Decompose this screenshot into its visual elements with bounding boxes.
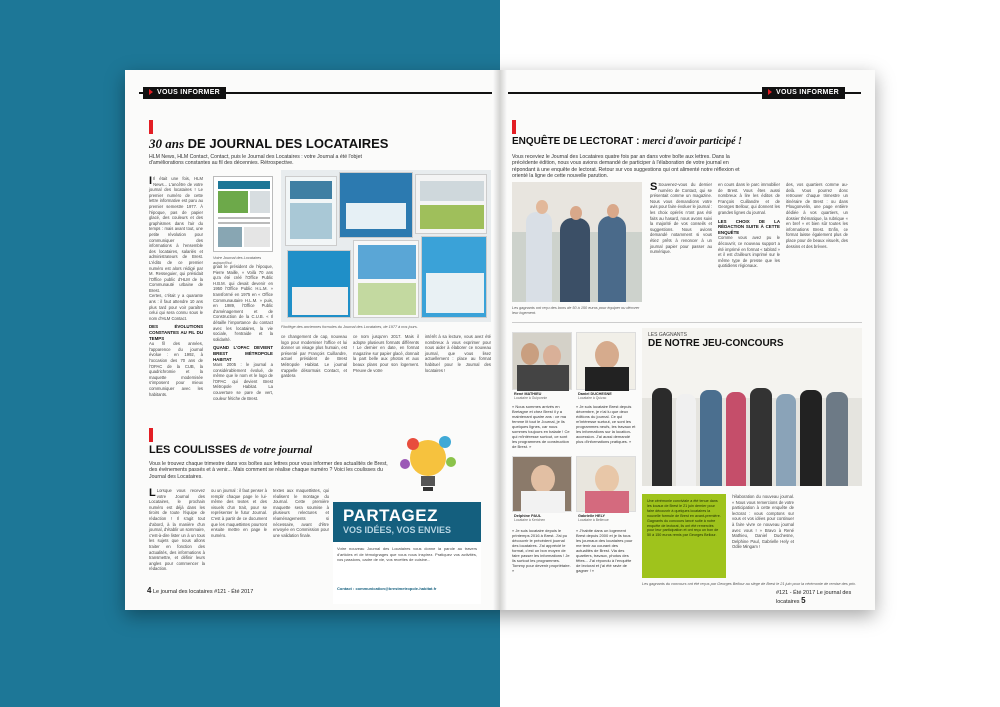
winner-place: Locataire à Guiponnie xyxy=(514,396,548,401)
winner-place: Locataire à Quizac xyxy=(578,396,607,401)
partagez-box xyxy=(333,502,481,604)
article-title xyxy=(512,136,742,147)
column-text: gnait le président de l'époque, Pierre Maille, « Voilà 70 ans qu'a été créé l'Office Public H.B.M. qui devait devenir en 1950 l'Office Public H.L.M. » transformé en 1975 en « Office Communautaire H.L.M. » puis, en 1989, l'Office Public d'aménagement et de Construction de la C.U.B. « Il détaille l'importance du contact avec les locataires, la vie sociale, l'entraide et la solidarité. xyxy=(213,264,273,342)
column-text: Comme vous avez pu le découvrir, ce nouveau support a été imprimé en format « tabloïd » et il est d'ailleurs imprimé sur le même type de presse que les quotidiens régionaux. xyxy=(718,235,780,269)
article-title xyxy=(149,136,388,152)
divider xyxy=(512,322,862,323)
page-number: 4 xyxy=(147,586,152,595)
article-title xyxy=(149,444,312,456)
dropcap: S xyxy=(650,181,658,193)
column-text: Il était une fois, HLM News... L'ancêtre de votre journal des locataires ! Le premier numéro de cette lettre informative est paru au premier semestre 1977. À l'époque, pas de papier glacé, des couleurs et des graphismes dans l'air du temps : mais avant tout, une petite révolution pour communiquer des informations à l'ensemble des locataires, salariés et administrateurs de Brest. L'édito de ce premier numéro est alors rédigé par M. Resseguier, qui présidait l'Office public d'HLM de la Communauté urbaine de Brest. xyxy=(149,176,203,293)
arrow-icon xyxy=(768,89,772,95)
winner-place: Locataire à Kerichen xyxy=(514,518,546,523)
section-tab xyxy=(143,87,226,99)
right-page xyxy=(500,70,875,610)
column-subhead: DES ÉVOLUTIONS CONSTANTES AU FIL DU TEMPS xyxy=(149,324,203,341)
left-page xyxy=(125,70,500,610)
winner-name xyxy=(578,514,609,523)
contest-title: DE NOTRE JEU-CONCOURS xyxy=(648,338,784,349)
article-column-2 xyxy=(213,264,273,401)
contest-column: l'élaboration du nouveau journal. « Nous vous remercions de votre participation à cette enquête de lectorat : vous comptons sur vous et vos idées pour continuer à faire vivre ce nouveau journal avec vous ! » Bravo à René Mathieu, Daniel Duchesne, Delphine Paul, Gabrielle Hely et Odile Mingam ! xyxy=(732,494,794,550)
title-rest: ENQUÊTE DE LECTORAT : xyxy=(512,136,640,147)
column-text: Lorsque vous recevez votre Journal des Locataires, le prochain numéro est déjà dans les tiroirs de toute l'équipe de rédaction ! Il s'agit tout d'abord, à la manière d'un journal, d'établir un sommaire, c'est-à-dire lister un à un tous les sujets que nous allons traiter en fonction des actualités, des informations à transmettre, et définir leurs angles pour commencer la rédaction. xyxy=(149,488,205,572)
arrow-icon xyxy=(149,89,153,95)
winner-photo xyxy=(576,332,636,390)
title-italic: 30 ans xyxy=(149,136,185,151)
partagez-subtitle: VOS IDÉES, VOS ENVIES xyxy=(343,525,452,535)
column-subhead: LES CHOIX DE LA RÉDACTION SUITE À CETTE ENQUÊTE xyxy=(718,218,780,235)
winner-name-text: Gabrielle HELY xyxy=(578,514,606,518)
winner-quote: « Nous sommes arrivés en Bretagne et chez Brest il y a maintenant quatre ans : ce ma femme lit tout le Journal, je lis quelques lignes, car nous sommes toujours en balade ! Ce qui m'intéresse surtout, ce sont les programmes de construction de Brest. » xyxy=(512,404,570,449)
article-column-3: ce changement de cap, nouveau logo pour moderniser l'office et lui donner un visage plus humain, est présenté par François Cuillandre, actuel président de Brest Métropole Habitat. Le journal s'appelle désormais Contact, et gardera xyxy=(281,334,347,379)
ceremony-box: Une cérémonie conviviale a été tenue dans les locaux de Brest le 21 juin dernier pour faire découvrir à quelques locataires la nouvelle formule de Brest en avant-première. Gagnants du concours lancé suite à notre enquête de lectorat, ils ont été remerciés pour leur participation et ont reçu un bon de 50 à 150 euros remis par Georges Bellour. xyxy=(642,494,726,578)
dropcap: I xyxy=(149,175,153,187)
article-intro: HLM News, HLM Contact, Contact, puis le Journal des Locataires : votre Journal a été l'objet d'améliorations constantes au fil des décennies. Rétrospective. xyxy=(149,154,362,167)
winner-photo xyxy=(512,456,572,512)
contest-kicker: LES GAGNANTS xyxy=(648,332,687,338)
article-column-4: ce nom jusqu'en 2017. Mais il adopte plusieurs formats différents ! Le dernier en date, en format magazine sur papier glacé, donnait la part belle aux photos et aux beaux plans pour son logement. Preuve de votre xyxy=(353,334,419,373)
article-column-5: intérêt à sa lecture, vous avez été nombreux à vous exprimer pour nous aider à élaborer ce nouveau journal, que vous lisez actuellement : place au format habituel pour le Journal des locataires ! xyxy=(425,334,491,373)
winner-name-text: Delphine PAUL xyxy=(514,514,542,518)
column-subhead: QUAND L'OPAC DEVIENT BREST MÉTROPOLE HABITAT xyxy=(213,345,273,362)
section-label: VOUS INFORMER xyxy=(776,89,840,96)
page-number: 5 xyxy=(801,596,806,605)
partagez-body: Votre nouveau Journal des Locataires vous donne la parole au travers d'articles et de témoignages que vous nous inspirez. Pratiquez vos activités, vos passions, cadre de vie, vos recettes de cuisine... xyxy=(337,546,477,563)
magazine-collage-image xyxy=(281,170,491,322)
folio-text: Le journal des locataires #121 - Été 2017 xyxy=(152,589,254,595)
winner-quote: « Je suis locataire Brest depuis décembre, je n'ai lu que deux éditions du journal. Ce qui m'intéresse surtout, ce sont les programmes neufs, les travaux et les informations sur la location-accession. J'ai aussi demandé plus d'informations pratiques. » xyxy=(576,404,636,444)
spread-gutter xyxy=(493,70,507,610)
partagez-contact: Contact : communication@brestmetropole-habitat.fr xyxy=(337,586,437,591)
title-italic: de votre journal xyxy=(240,444,313,456)
partagez-title: PARTAGEZ xyxy=(343,506,438,525)
title-italic: merci d'avoir participé ! xyxy=(642,136,742,147)
column-text: Au fil des années, l'apparence du journal évolue : en 1992, à l'occasion des 70 ans de l'OPAC de la CUB, la quadrichromie et la maquette modernisée s'imposent pour mieux communiquer avec les habitants. xyxy=(149,341,203,397)
award-photo xyxy=(512,182,642,302)
title-rest: LES COULISSES xyxy=(149,444,238,456)
group-photo xyxy=(642,328,862,486)
partagez-banner xyxy=(333,502,481,542)
image-caption: Les gagnants du concours ont été reçus par Georges Bellour au siège de Brest le 21 juin pour la cérémonie de remise des prix. xyxy=(642,582,857,586)
image-caption: Votre Journal des Locataires aujourd'hui. xyxy=(213,256,262,265)
winner-quote: « J'habite dans un logement Brest depuis 2000 et je lis tous les journaux des locataires pour me tenir au courant des actualités de Brest. Via des quartiers, travaux, photos des fêtes... J'ai répondu à l'enquête de lectorat et j'ai été ravie de gagner ! » xyxy=(576,528,633,573)
red-marker xyxy=(149,428,153,442)
article-intro: Vous le trouvez chaque trimestre dans vos boîtes aux lettres pour vous informer des actualités de Brest, des événements passés et à venir... Mais comment se réalise chaque numéro ? Voici les coulisses du Journal des Locataires. xyxy=(149,461,388,480)
column-text: Certes, c'était y a quarante ans : il faut attendre 10 ans plus tard pour voir paraître celui qui sera connu sous le nom d'HLM Contact. xyxy=(149,293,203,321)
article-column-1 xyxy=(149,176,203,397)
page-folio xyxy=(776,590,875,605)
article-column-1 xyxy=(149,488,205,572)
column-text: en cours dans le parc immobilier de Brest. Vous êtes aussi nombreux à lire les éditos de François Cuillandre et de Georges Bellour, qui donnent les grandes lignes du journal. xyxy=(718,182,780,215)
winner-photo xyxy=(576,456,636,512)
winner-quote: « Je suis locataire depuis le printemps 2016 à Brest. J'ai pu découvrir le précédent journal des locataires. J'ai apprécié le format, c'est un bon moyen de faire passer les informations ! Je lis surtout les programmes. Tommy pour devenir propriétaire. » xyxy=(512,528,571,573)
winner-name-text: René MATHIEU xyxy=(514,392,542,396)
article-column-1 xyxy=(650,182,712,255)
article-column-3: textes aux maquettistes, qui réalisent le montage du Journal. Cette première maquette sera soumise à plusieurs relectures et réaménagements si nécessaire, avant d'être envoyée en Commission pour une validation finale. xyxy=(273,488,329,538)
image-caption: Florilège des anciennes formules du Journal des Locataires, de 1977 à nos jours. xyxy=(281,325,418,329)
section-tab xyxy=(762,87,845,99)
red-marker xyxy=(512,120,516,134)
article-intro: Vous receviez le Journal des Locataires quatre fois par an dans votre boîte aux lettres. Dans la précédente édition, nous vous avions demandé de participer à l'élaboration de votre journal en répondant à une enquête de lectorat. Retour sur vos suggestions qui ont alimenté notre réflexion et orienté la ligne de cette nouvelle parution. xyxy=(512,154,740,179)
column-text: Mars 2005 : le journal a considérablement évolué, de même que le nom et le logo de l'OPAC qui devient Brest Métropole Habitat. La couverture se pare de vert, couleur fétiche de Brest. xyxy=(213,362,273,401)
winner-name xyxy=(514,514,545,523)
current-journal-image xyxy=(213,176,273,252)
image-caption: Les gagnants ont reçu des bons de 50 à 150 euros pour équiper ou décorer leur logement. xyxy=(512,306,640,315)
red-marker xyxy=(149,120,153,134)
section-label: VOUS INFORMER xyxy=(157,89,221,96)
winner-name-text: Daniel DUCHESNE xyxy=(578,392,612,396)
folio-text: #121 - Été 2017 Le journal des locataires xyxy=(776,590,852,605)
lightbulb-icon xyxy=(393,430,463,498)
dropcap: L xyxy=(149,487,156,499)
winner-name xyxy=(578,392,612,401)
winner-name xyxy=(514,392,547,401)
title-rest: DE JOURNAL DES LOCATAIRES xyxy=(187,136,389,151)
magazine-spread xyxy=(125,70,875,610)
page-folio xyxy=(147,586,253,595)
article-column-2: ou un journal : il faut penser à remplir chaque page le lui-même des textes et des visuels d'un trait, pour se représenter le futur Journal. C'est à partir de ce document que les maquettistes pourront ensuite mettre en page le numéro. xyxy=(211,488,267,538)
article-column-3: des, vos quartiers comme au-delà. Vous pourrez donc retrouver chaque trimestre un itinéraire de Brest : ou dans Plougonvelin, une page entière dédiée à vos quartiers, un dossier thématique, la rubrique « en bref » et bien sûr toutes les informations Brest. Enfin, ce format laisse également plus de place pour de beaux visuels, des dessins et des brèves. xyxy=(786,182,848,249)
winner-photo xyxy=(512,332,572,390)
article-column-2 xyxy=(718,182,780,269)
column-text: Souvenez-vous du dernier numéro de Contact, qui se présentait comme un magazine. Nous vous demandions votre avis pour faire évoluer le journal : les choix opérés n'ont pas été faits au hasard, nous avons suivi la majorité de vos conseils et suggestions. Nous avions demandé notamment si vous étiez prêts à renoncer à un journal papier pour passer au numérique. xyxy=(650,182,712,255)
winner-place: Locataire à Bellevue xyxy=(578,518,609,523)
